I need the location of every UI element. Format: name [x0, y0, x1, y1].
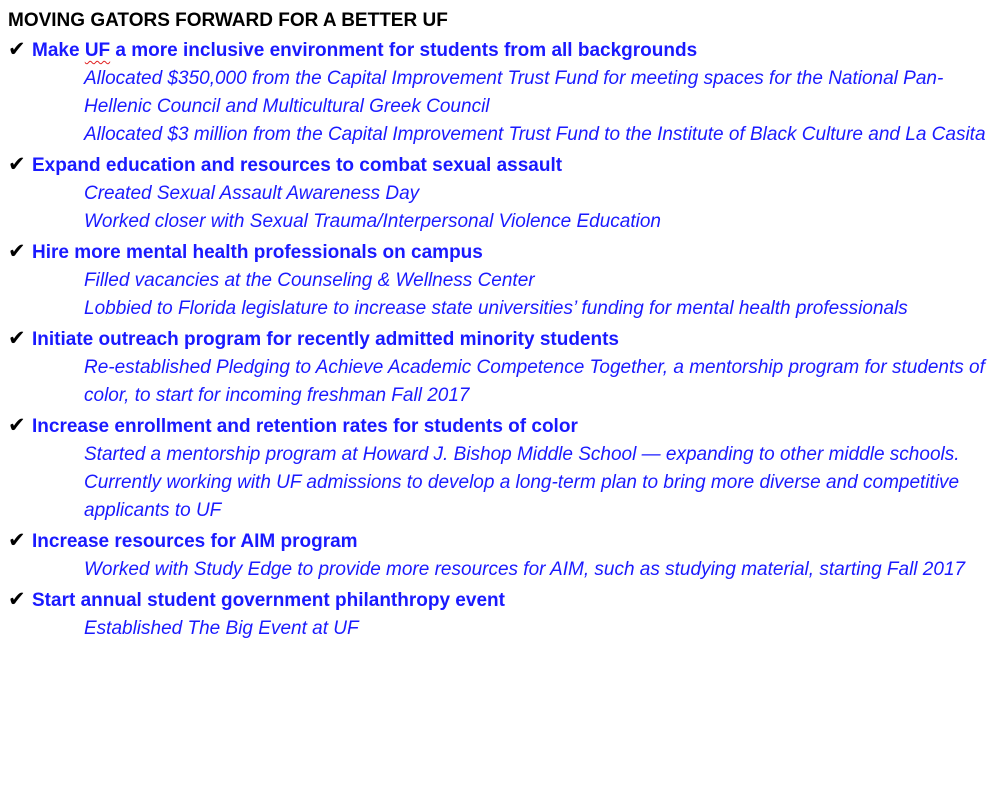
accomplishment-list	[8, 180, 992, 236]
spellcheck-flagged-word: UF	[84, 40, 111, 61]
goal-section	[8, 34, 992, 149]
check-mark-icon: ✔	[8, 239, 26, 263]
check-mark-icon: ✔	[8, 326, 26, 350]
check-mark-icon: ✔	[8, 413, 26, 437]
accomplishment-item: Lobbied to Florida legislature to increase state universities’ funding for mental health professionals	[84, 298, 908, 319]
accomplishment-list	[8, 354, 992, 410]
goal-label	[32, 35, 697, 66]
accomplishment-item: Currently working with UF admissions to develop a long-term plan to bring more diverse and competitive applicants to UF	[84, 472, 960, 521]
check-mark-icon: ✔	[8, 528, 26, 552]
accomplishment-item: Started a mentorship program at Howard J. Bishop Middle School — expanding to other middle schools.	[84, 444, 960, 465]
goal-section	[8, 149, 992, 236]
goal-heading	[8, 236, 992, 267]
goal-heading	[8, 149, 992, 180]
goal-label: Hire more mental health professionals on campus	[32, 242, 483, 263]
goal-heading	[8, 410, 992, 441]
goal-heading	[8, 584, 992, 615]
goal-heading	[8, 34, 992, 65]
check-mark-icon: ✔	[8, 152, 26, 176]
accomplishment-list	[8, 441, 992, 525]
goal-label: Initiate outreach program for recently admitted minority students	[32, 329, 619, 350]
goal-section	[8, 323, 992, 410]
accomplishment-list	[8, 615, 992, 643]
accomplishment-list	[8, 267, 992, 323]
accomplishment-item: Worked with Study Edge to provide more resources for AIM, such as studying material, starting Fall 2017	[84, 559, 966, 580]
goal-label: Start annual student government philanthropy event	[32, 590, 505, 611]
accomplishment-item: Allocated $3 million from the Capital Improvement Trust Fund to the Institute of Black Culture and La Casita	[84, 124, 986, 145]
goal-section	[8, 236, 992, 323]
goal-label: Increase resources for AIM program	[32, 531, 358, 552]
accomplishment-item: Worked closer with Sexual Trauma/Interpersonal Violence Education	[84, 211, 661, 232]
goal-section	[8, 525, 992, 584]
accomplishment-item: Allocated $350,000 from the Capital Improvement Trust Fund for meeting spaces for the National Pan-Hellenic Council and Multicultural Greek Council	[84, 68, 944, 117]
accomplishment-list	[8, 556, 992, 584]
accomplishment-item: Re-established Pledging to Achieve Academic Competence Together, a mentorship program for students of color, to start for incoming freshman Fall 2017	[84, 357, 985, 406]
goal-label-suffix: a more inclusive environment for students from all backgrounds	[110, 40, 698, 61]
check-mark-icon: ✔	[8, 37, 26, 61]
accomplishment-item: Created Sexual Assault Awareness Day	[84, 183, 420, 204]
goal-section	[8, 410, 992, 525]
goal-label: Increase enrollment and retention rates for students of color	[32, 416, 578, 437]
accomplishment-item: Established The Big Event at UF	[84, 618, 359, 639]
goal-label-prefix: Make	[32, 40, 85, 61]
document-page	[8, 8, 992, 643]
check-mark-icon: ✔	[8, 587, 26, 611]
goal-section	[8, 584, 992, 643]
document-title: MOVING GATORS FORWARD FOR A BETTER UF	[8, 10, 448, 31]
accomplishment-item: Filled vacancies at the Counseling & Wellness Center	[84, 270, 535, 291]
accomplishment-list	[8, 65, 992, 149]
goal-heading	[8, 323, 992, 354]
goal-heading	[8, 525, 992, 556]
goal-label: Expand education and resources to combat sexual assault	[32, 155, 563, 176]
